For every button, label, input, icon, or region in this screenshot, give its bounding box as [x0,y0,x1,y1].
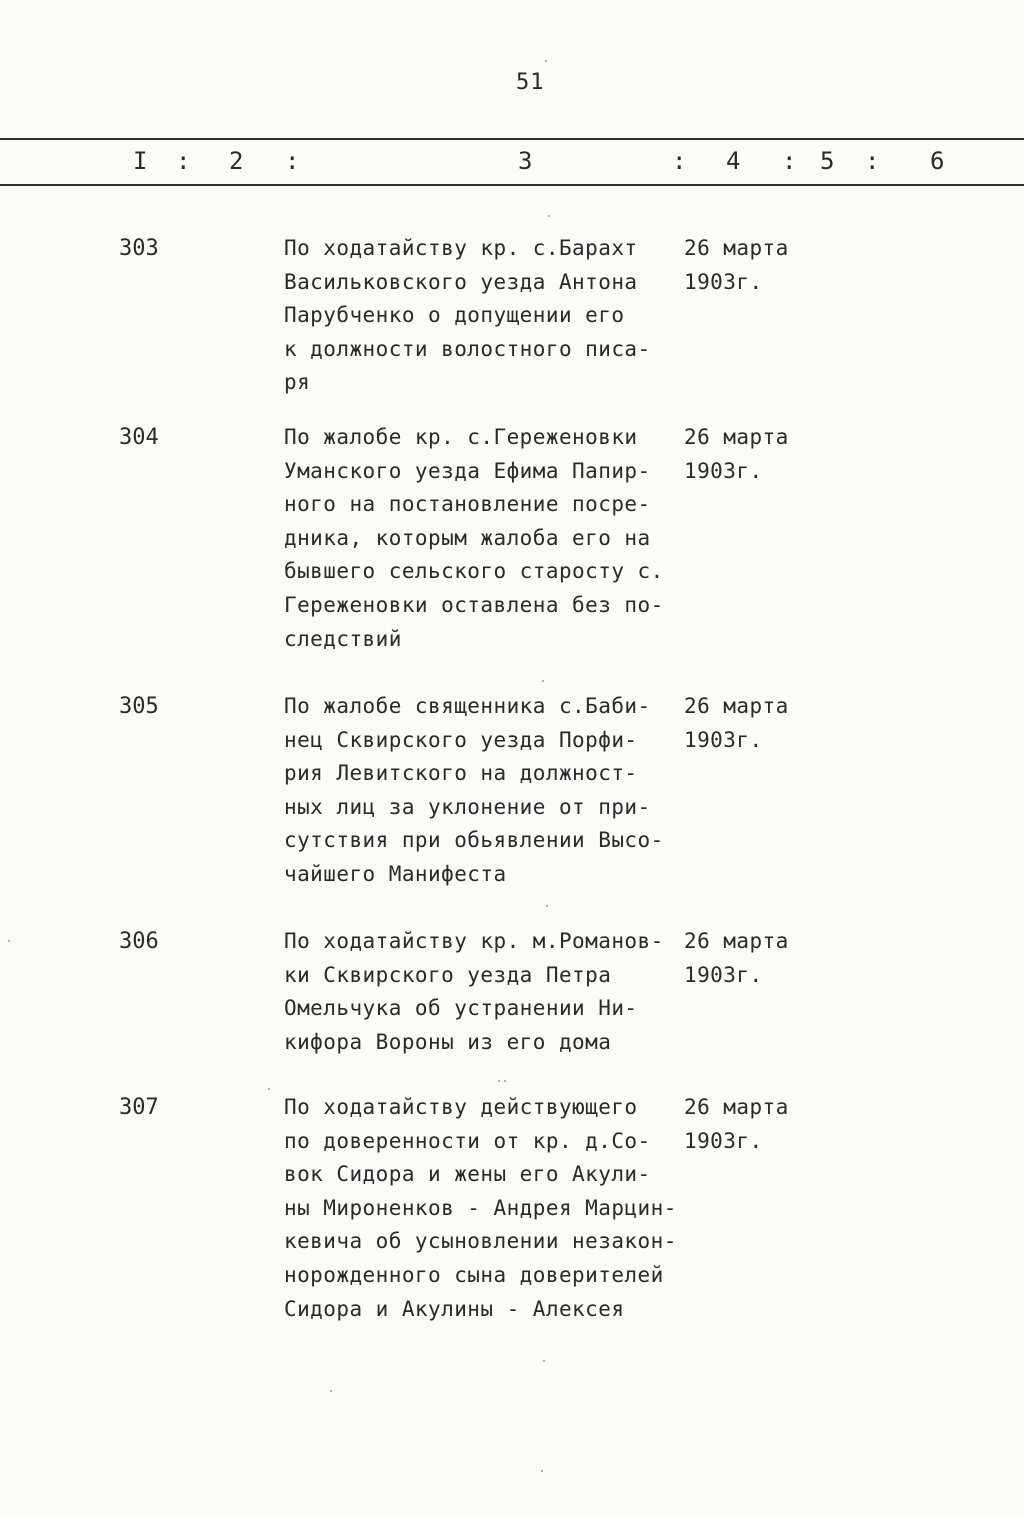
page-number: 51 [516,70,545,95]
entry-date [684,1091,789,1158]
entry-description: По ходатайству кр. с.Барахт Васильковского уезда Антона Парубченко о допущении его к должности волостного писа- ря [284,236,651,395]
scan-speck [330,1390,332,1392]
entry-date-day: 26 марта [684,1095,789,1119]
column-header-5: 5 [820,147,835,175]
entry-description: По ходатайству действующего по доверенности от кр. д.Со- вок Сидора и жены его Акули- ны Мироненков - Андрея Марцин- кевича об усыновлении незакон- норожденного сына доверителей Сидора и Акулины - Алексея [284,1095,677,1321]
entry-date [684,421,789,488]
entry-date-year: 1903г. [684,458,763,483]
entry-description: По жалобе кр. с.Гереженовки Уманского уезда Ефима Папир- ного на постановление посре- дника, которым жалоба его на бывшего сельского старосту с. Гереженовки оставлена без по- следствий [284,425,664,651]
column-header-2: 2 [229,147,244,175]
entry-number: 306 [119,929,159,954]
scan-speck [8,940,10,942]
column-header-3: 3 [518,147,533,175]
scan-speck [542,680,544,682]
entry-date-year: 1903г. [684,269,763,294]
entry-date-year: 1903г. [684,962,763,987]
header-top-rule [0,138,1024,140]
entry-date [684,925,789,992]
scan-speck [543,1360,545,1362]
entry-date-day: 26 марта [684,694,789,718]
column-separator: : [672,147,687,175]
entry-date [684,690,789,757]
entry-description: По жалобе священника с.Баби- нец Сквирского уезда Порфи- рия Левитского на должност- ных лиц за уклонение от при- сутствия при обьявлении Высо- чайшего Манифеста [284,694,664,886]
scan-speck [545,60,547,62]
column-separator: : [176,147,191,175]
column-header-6: 6 [930,147,945,175]
entry-number: 304 [119,425,159,450]
scan-speck [268,1088,270,1090]
scan-speck [548,215,550,217]
entry-date-year: 1903г. [684,1128,763,1153]
entry-date [684,232,789,299]
column-separator: : [285,147,300,175]
scan-speck [504,1080,506,1082]
entry-date-day: 26 марта [684,929,789,953]
entry-number: 307 [119,1095,159,1120]
column-separator: : [782,147,797,175]
entry-date-year: 1903г. [684,727,763,752]
entry-number: 305 [119,694,159,719]
scan-speck [498,1080,500,1082]
entry-date-day: 26 марта [684,425,789,449]
scan-speck [541,1470,543,1472]
entry-number: 303 [119,236,159,261]
entry-date-day: 26 марта [684,236,789,260]
entry-description: По ходатайству кр. м.Романов- ки Сквирского уезда Петра Омельчука об устранении Ни- кифора Вороны из его дома [284,929,664,1054]
scan-speck [546,905,548,907]
column-header-4: 4 [726,147,741,175]
column-separator: : [865,147,880,175]
column-header-1: I [133,147,148,175]
header-bottom-rule [0,184,1024,186]
